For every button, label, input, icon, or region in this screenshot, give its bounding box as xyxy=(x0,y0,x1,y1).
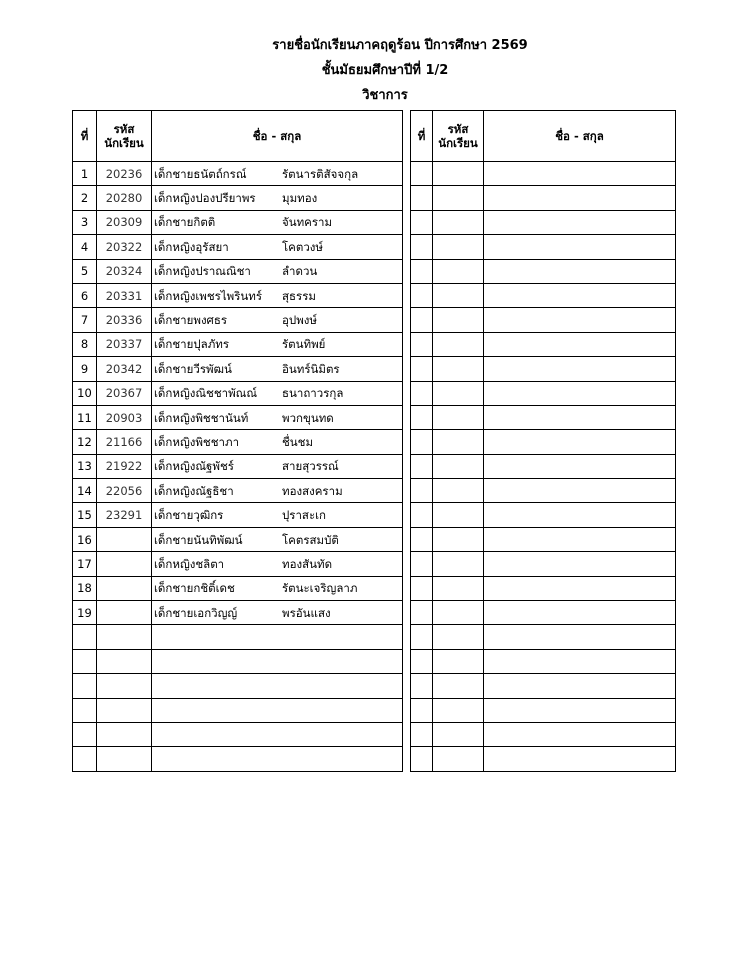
student-name xyxy=(152,479,403,503)
subject-line: วิชาการ xyxy=(362,88,408,103)
col-header-code-line1: รหัส xyxy=(447,122,469,136)
class-line: ชั้นมัธยมศึกษาปีที่ 1/2 xyxy=(321,63,449,78)
row-number: 15 xyxy=(73,503,97,527)
student-name xyxy=(484,210,676,234)
student-name xyxy=(484,235,676,259)
table-row xyxy=(73,625,403,649)
row-number xyxy=(73,722,97,746)
student-code xyxy=(97,576,152,600)
col-header-no: ที่ xyxy=(73,111,97,162)
student-name xyxy=(152,747,403,771)
col-header-name: ชื่อ - สกุล xyxy=(484,111,676,162)
student-code xyxy=(433,722,484,746)
row-number xyxy=(411,259,433,283)
student-name xyxy=(484,649,676,673)
student-last-name: ปุราสะเก xyxy=(282,508,327,523)
row-number xyxy=(73,698,97,722)
student-name xyxy=(152,722,403,746)
row-number xyxy=(411,649,433,673)
table-row xyxy=(73,552,403,576)
student-first-name: เด็กหญิงเพชรไพรินทร์ xyxy=(154,288,263,303)
student-code xyxy=(433,479,484,503)
row-number xyxy=(73,747,97,771)
table-row xyxy=(73,405,403,429)
col-header-code xyxy=(433,111,484,162)
student-name xyxy=(152,308,403,332)
student-code xyxy=(433,210,484,234)
table-row xyxy=(73,357,403,381)
student-name xyxy=(152,649,403,673)
table-row xyxy=(73,430,403,454)
student-name xyxy=(484,503,676,527)
student-code: 20331 xyxy=(97,283,152,307)
student-first-name: เด็กหญิงณัฐพัชร์ xyxy=(154,459,234,474)
student-last-name: รัตนารติสัจจกุล xyxy=(282,166,359,181)
student-first-name: เด็กชายพงศธร xyxy=(154,313,228,328)
student-last-name: รัตนทิพย์ xyxy=(282,337,326,352)
table-row xyxy=(411,405,676,429)
row-number: 9 xyxy=(73,357,97,381)
student-code xyxy=(433,625,484,649)
col-header-code xyxy=(97,111,152,162)
student-name xyxy=(484,454,676,478)
student-first-name: เด็กชายปุลภัทร xyxy=(154,337,230,352)
table-row xyxy=(73,601,403,625)
student-code xyxy=(433,527,484,551)
student-table-right xyxy=(410,110,676,772)
student-last-name: พรอันแสง xyxy=(282,605,331,620)
student-code: 21922 xyxy=(97,454,152,478)
table-row xyxy=(411,332,676,356)
table-row xyxy=(411,259,676,283)
table-row xyxy=(73,454,403,478)
student-name xyxy=(152,381,403,405)
student-code: 23291 xyxy=(97,503,152,527)
student-name xyxy=(152,405,403,429)
student-last-name: พวกขุนทด xyxy=(282,410,334,425)
table-row xyxy=(411,527,676,551)
table-row xyxy=(73,747,403,771)
row-number xyxy=(411,430,433,454)
table-row xyxy=(411,357,676,381)
table-row xyxy=(73,722,403,746)
student-first-name: เด็กหญิงณัฐธิชา xyxy=(154,483,234,498)
student-last-name: มุมทอง xyxy=(282,191,318,206)
student-name xyxy=(152,552,403,576)
row-number: 18 xyxy=(73,576,97,600)
student-name xyxy=(152,674,403,698)
row-number: 1 xyxy=(73,162,97,186)
table-row xyxy=(411,283,676,307)
table-row xyxy=(411,308,676,332)
student-name xyxy=(484,625,676,649)
row-number xyxy=(411,283,433,307)
table-row xyxy=(73,259,403,283)
student-first-name: เด็กหญิงพิชชาภา xyxy=(154,434,240,449)
row-number xyxy=(411,235,433,259)
student-last-name: จันทคราม xyxy=(282,215,333,230)
student-table-left xyxy=(72,110,403,772)
table-row xyxy=(73,503,403,527)
student-name xyxy=(484,722,676,746)
row-number xyxy=(411,576,433,600)
student-name xyxy=(484,601,676,625)
row-number: 16 xyxy=(73,527,97,551)
student-code xyxy=(433,405,484,429)
student-code: 20337 xyxy=(97,332,152,356)
table-row xyxy=(73,527,403,551)
student-code: 20342 xyxy=(97,357,152,381)
row-number: 6 xyxy=(73,283,97,307)
table-row xyxy=(411,674,676,698)
student-first-name: เด็กชายวุฒิกร xyxy=(154,508,224,523)
student-code: 20322 xyxy=(97,235,152,259)
student-code xyxy=(433,576,484,600)
row-number xyxy=(411,332,433,356)
student-code: 20903 xyxy=(97,405,152,429)
student-name xyxy=(152,576,403,600)
student-code xyxy=(433,283,484,307)
row-number xyxy=(411,308,433,332)
student-name xyxy=(484,259,676,283)
student-code xyxy=(433,649,484,673)
student-code xyxy=(433,674,484,698)
table-row xyxy=(411,576,676,600)
student-last-name: ธนาถาวรกุล xyxy=(282,386,344,401)
student-code: 20309 xyxy=(97,210,152,234)
student-last-name: สุธรรม xyxy=(282,288,316,303)
student-first-name: เด็กหญิงปองปรียาพร xyxy=(154,191,256,206)
student-code xyxy=(433,308,484,332)
student-code: 22056 xyxy=(97,479,152,503)
table-row xyxy=(411,162,676,186)
student-first-name: เด็กชายธนัตถ์กรณ์ xyxy=(154,166,247,181)
student-name xyxy=(152,430,403,454)
row-number xyxy=(411,722,433,746)
student-first-name: เด็กชายกิตติ xyxy=(154,215,216,230)
student-code xyxy=(433,186,484,210)
row-number xyxy=(73,649,97,673)
student-name xyxy=(152,625,403,649)
student-name xyxy=(152,527,403,551)
student-name xyxy=(152,210,403,234)
table-row xyxy=(73,479,403,503)
student-code xyxy=(97,674,152,698)
student-name xyxy=(484,698,676,722)
row-number xyxy=(411,162,433,186)
col-header-no: ที่ xyxy=(411,111,433,162)
row-number xyxy=(411,698,433,722)
col-header-code-line1: รหัส xyxy=(113,122,135,136)
student-name xyxy=(484,747,676,771)
table-row xyxy=(411,210,676,234)
student-name xyxy=(152,162,403,186)
table-row xyxy=(73,332,403,356)
student-name xyxy=(484,283,676,307)
student-code: 20367 xyxy=(97,381,152,405)
student-name xyxy=(484,527,676,551)
row-number: 2 xyxy=(73,186,97,210)
student-code xyxy=(97,649,152,673)
student-last-name: อุปพงษ์ xyxy=(282,313,317,328)
student-name xyxy=(484,332,676,356)
col-header-code-line2: นักเรียน xyxy=(438,136,478,150)
row-number xyxy=(73,674,97,698)
student-code xyxy=(433,259,484,283)
student-rows xyxy=(73,162,403,772)
table-row xyxy=(73,649,403,673)
table-row xyxy=(411,698,676,722)
student-name xyxy=(484,186,676,210)
row-number: 14 xyxy=(73,479,97,503)
table-row xyxy=(411,430,676,454)
row-number xyxy=(411,527,433,551)
student-first-name: เด็กหญิงณิชชาพัณณ์ xyxy=(154,386,258,401)
student-code xyxy=(433,357,484,381)
row-number: 12 xyxy=(73,430,97,454)
student-name xyxy=(152,332,403,356)
row-number xyxy=(411,479,433,503)
table-row xyxy=(73,308,403,332)
table-row xyxy=(411,649,676,673)
table-row xyxy=(411,747,676,771)
row-number xyxy=(411,674,433,698)
empty-rows xyxy=(411,162,676,772)
row-number xyxy=(411,625,433,649)
student-first-name: เด็กชายเอกวิญญ์ xyxy=(154,605,238,620)
row-number: 5 xyxy=(73,259,97,283)
student-name xyxy=(152,601,403,625)
student-last-name: ทองสันทัด xyxy=(282,556,333,571)
row-number xyxy=(411,381,433,405)
student-code xyxy=(433,747,484,771)
student-last-name: อินทร์นิมิตร xyxy=(282,361,340,376)
student-name xyxy=(152,186,403,210)
table-row xyxy=(73,162,403,186)
student-name xyxy=(484,674,676,698)
page-title: รายชื่อนักเรียนภาคฤดูร้อน ปีการศึกษา 2569 xyxy=(272,38,528,53)
row-number xyxy=(411,186,433,210)
col-header-name: ชื่อ - สกุล xyxy=(152,111,403,162)
table-row xyxy=(411,552,676,576)
row-number xyxy=(73,625,97,649)
student-code xyxy=(433,698,484,722)
row-number xyxy=(411,357,433,381)
table-row xyxy=(411,601,676,625)
student-name xyxy=(152,259,403,283)
row-number: 10 xyxy=(73,381,97,405)
student-code: 20236 xyxy=(97,162,152,186)
student-name xyxy=(152,235,403,259)
student-code xyxy=(433,332,484,356)
row-number xyxy=(411,210,433,234)
table-row xyxy=(73,235,403,259)
student-code: 20336 xyxy=(97,308,152,332)
student-name xyxy=(484,162,676,186)
table-row xyxy=(73,210,403,234)
student-name xyxy=(152,283,403,307)
student-name xyxy=(152,698,403,722)
student-name xyxy=(152,357,403,381)
student-code xyxy=(433,430,484,454)
student-name xyxy=(484,381,676,405)
student-code: 20280 xyxy=(97,186,152,210)
col-header-code-line2: นักเรียน xyxy=(104,136,144,150)
table-row xyxy=(411,503,676,527)
table-row xyxy=(411,186,676,210)
student-code xyxy=(97,698,152,722)
student-code xyxy=(433,235,484,259)
student-code xyxy=(97,527,152,551)
student-last-name: สายสุวรรณ์ xyxy=(282,459,339,474)
row-number xyxy=(411,454,433,478)
student-code: 21166 xyxy=(97,430,152,454)
student-first-name: เด็กชายวีรพัฒน์ xyxy=(154,361,232,376)
student-last-name: โคตวงษ์ xyxy=(282,239,323,254)
student-code xyxy=(97,601,152,625)
table-row xyxy=(411,479,676,503)
student-first-name: เด็กหญิงพิชชานันท์ xyxy=(154,410,249,425)
student-code xyxy=(433,381,484,405)
table-row xyxy=(411,722,676,746)
table-row xyxy=(73,283,403,307)
student-first-name: เด็กชายกชิติ์เดช xyxy=(154,581,235,596)
student-last-name: รัตนะเจริญลาภ xyxy=(282,581,358,596)
student-last-name: ทองสงคราม xyxy=(282,483,343,498)
student-code xyxy=(97,747,152,771)
student-name xyxy=(484,430,676,454)
student-first-name: เด็กหญิงอุรัสยา xyxy=(154,239,229,254)
row-number: 17 xyxy=(73,552,97,576)
student-code xyxy=(433,162,484,186)
student-first-name: เด็กชายนันทิพัฒน์ xyxy=(154,532,243,547)
table-row xyxy=(73,381,403,405)
student-name xyxy=(484,479,676,503)
student-name xyxy=(484,552,676,576)
table-row xyxy=(411,454,676,478)
row-number: 13 xyxy=(73,454,97,478)
table-row xyxy=(73,186,403,210)
student-first-name: เด็กหญิงชลิตา xyxy=(154,556,225,571)
table-row xyxy=(411,381,676,405)
row-number: 11 xyxy=(73,405,97,429)
student-code: 20324 xyxy=(97,259,152,283)
student-name xyxy=(484,576,676,600)
table-row xyxy=(411,235,676,259)
student-code xyxy=(97,722,152,746)
student-code xyxy=(433,454,484,478)
table-row xyxy=(411,625,676,649)
row-number xyxy=(411,405,433,429)
table-row xyxy=(73,674,403,698)
row-number xyxy=(411,601,433,625)
student-last-name: ชื่นชม xyxy=(282,434,314,449)
student-name xyxy=(484,308,676,332)
row-number xyxy=(411,552,433,576)
row-number: 3 xyxy=(73,210,97,234)
student-name xyxy=(152,454,403,478)
student-code xyxy=(97,625,152,649)
row-number xyxy=(411,503,433,527)
table-row xyxy=(73,698,403,722)
student-name xyxy=(484,405,676,429)
student-code xyxy=(433,601,484,625)
row-number: 7 xyxy=(73,308,97,332)
student-code xyxy=(433,552,484,576)
student-name xyxy=(484,357,676,381)
row-number xyxy=(411,747,433,771)
student-last-name: โคตรสมบัติ xyxy=(282,532,339,547)
student-first-name: เด็กหญิงปราณณิชา xyxy=(154,264,251,279)
row-number: 8 xyxy=(73,332,97,356)
row-number: 19 xyxy=(73,601,97,625)
student-code xyxy=(97,552,152,576)
table-row xyxy=(73,576,403,600)
student-code xyxy=(433,503,484,527)
row-number: 4 xyxy=(73,235,97,259)
student-name xyxy=(152,503,403,527)
student-last-name: ลำดวน xyxy=(282,264,318,279)
